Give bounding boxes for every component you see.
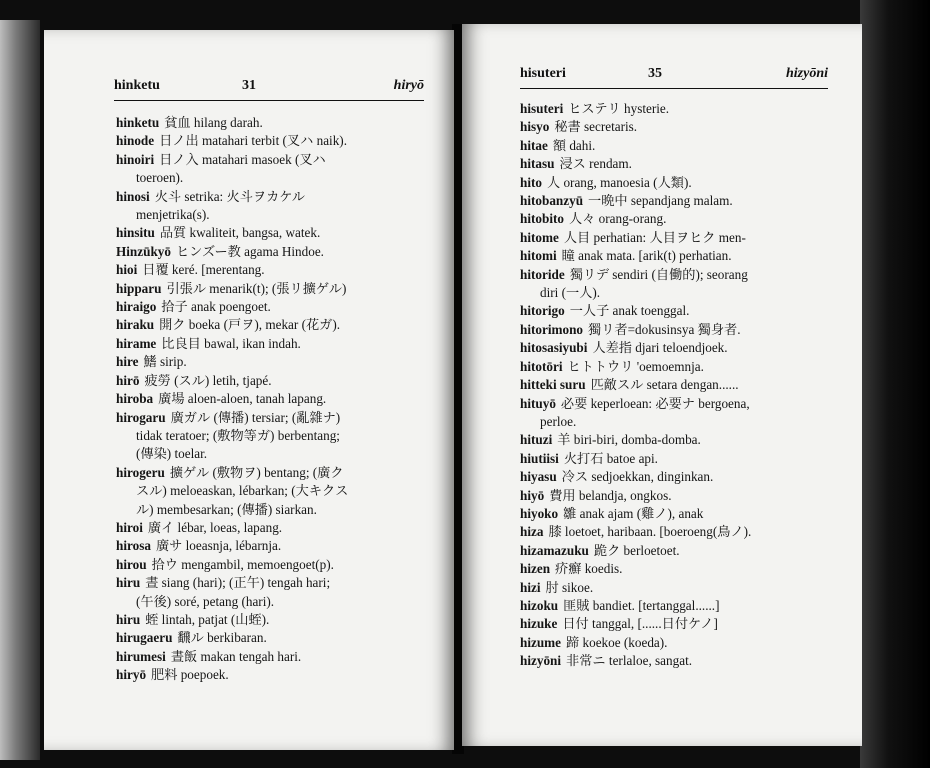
entry-definition: 蛭 lintah, patjat (山蛭). bbox=[145, 611, 270, 627]
dictionary-entry bbox=[116, 648, 348, 666]
entry-headword: hiroi bbox=[116, 519, 143, 535]
entry-definition: 額 dahi. bbox=[552, 137, 596, 153]
entry-definition: 引張ル menarik(t); (張リ擴ゲル) bbox=[166, 280, 347, 296]
entry-continuation: スル) meloeaskan, lébarkan; (大キクス bbox=[136, 483, 349, 499]
dictionary-entry bbox=[520, 302, 751, 320]
entry-headword: hiyoko bbox=[520, 505, 559, 521]
entry-definition: 人々 orang-orang. bbox=[568, 211, 667, 227]
entry-headword: hitosasiyubi bbox=[520, 340, 588, 356]
dictionary-entry bbox=[116, 280, 348, 298]
dictionary-entry bbox=[520, 266, 751, 284]
dictionary-entry bbox=[520, 579, 751, 597]
entry-continuation: perloe. bbox=[540, 413, 577, 429]
entry-headword: Hinzūkyō bbox=[116, 243, 171, 259]
dictionary-entry bbox=[116, 188, 348, 206]
entry-definition: 火斗 setrika: 火斗ヲカケル bbox=[154, 188, 305, 204]
entry-headword: hizume bbox=[520, 634, 562, 650]
dictionary-entry bbox=[520, 118, 751, 136]
dictionary-entry bbox=[520, 155, 751, 173]
entry-definition: 廣場 aloen-aloen, tanah lapang. bbox=[158, 391, 327, 407]
entry-definition: 廣イ lébar, loeas, lapang. bbox=[147, 519, 283, 535]
entry-headword: hizoku bbox=[520, 597, 559, 613]
entry-continuation: toeroen). bbox=[136, 170, 184, 186]
dictionary-entry bbox=[520, 487, 751, 505]
entry-headword: hirō bbox=[116, 372, 140, 388]
entry-definition: 瞳 anak mata. [arik(t) perhatian. bbox=[561, 248, 732, 264]
entry-headword: hisyo bbox=[520, 119, 550, 135]
entry-definition: 擴ゲル (敷物ヲ) bentang; (廣ク bbox=[169, 464, 344, 480]
entry-definition: 拾子 anak poengoet. bbox=[161, 299, 271, 315]
entry-definition: 貧血 hilang darah. bbox=[164, 115, 263, 130]
dictionary-entry bbox=[116, 629, 348, 647]
entry-definition: 膝 loetoet, haribaan. [boeroeng(鳥ノ). bbox=[548, 524, 752, 540]
entry-headword: hizi bbox=[520, 579, 541, 595]
entry-definition: ヒンズー教 agama Hindoe. bbox=[175, 243, 324, 259]
dictionary-entry bbox=[116, 224, 348, 242]
entry-definition: 一人子 anak toenggal. bbox=[569, 303, 690, 319]
book-edge bbox=[0, 20, 40, 760]
entry-headword: hitasu bbox=[520, 156, 555, 172]
dictionary-entry bbox=[520, 358, 751, 376]
entry-definition: 比良目 bawal, ikan indah. bbox=[161, 335, 301, 351]
dictionary-entry bbox=[520, 376, 751, 394]
entry-definition: 廣サ loeasnja, lébarnja. bbox=[155, 538, 282, 554]
entry-headword: hiyasu bbox=[520, 469, 557, 485]
entry-headword: hiraigo bbox=[116, 299, 157, 315]
dictionary-entry bbox=[116, 151, 348, 169]
entry-headword: hirosa bbox=[116, 538, 151, 554]
dictionary-entry bbox=[520, 450, 751, 468]
page-number: 35 bbox=[648, 66, 662, 81]
dictionary-entry bbox=[116, 464, 348, 482]
dictionary-entry bbox=[520, 321, 751, 339]
entry-headword: hioi bbox=[116, 262, 138, 278]
entry-list bbox=[116, 114, 348, 685]
entry-headword: hiryō bbox=[116, 667, 147, 683]
entry-definition: 疲勞 (スル) letih, tjapé. bbox=[144, 372, 272, 388]
entry-headword: hitotōri bbox=[520, 358, 563, 374]
dictionary-entry bbox=[520, 339, 751, 357]
entry-definition: 火打石 batoe api. bbox=[563, 450, 658, 466]
entry-headword: hinketu bbox=[116, 115, 160, 130]
dictionary-entry bbox=[116, 519, 348, 537]
dictionary-entry bbox=[116, 409, 348, 427]
entry-definition: 獨リデ sendiri (自働的); seorang bbox=[569, 266, 748, 282]
entry-headword: hirogaru bbox=[116, 409, 166, 425]
entry-definition: 開ク boeka (戸ヲ), mekar (花ガ). bbox=[159, 317, 341, 333]
entry-definition: 獨リ者=dokusinsya 獨身者. bbox=[588, 321, 741, 337]
dictionary-entry bbox=[116, 316, 348, 334]
right-page bbox=[462, 24, 862, 746]
entry-headword: hizyōni bbox=[520, 653, 562, 669]
entry-continuation: ル) membesarkan; (傳播) siarkan. bbox=[136, 501, 317, 517]
dictionary-entry bbox=[116, 335, 348, 353]
dictionary-entry bbox=[520, 523, 751, 541]
header-left-word: hinketu bbox=[114, 78, 160, 93]
entry-headword: hirogeru bbox=[116, 464, 165, 480]
entry-headword: hitome bbox=[520, 229, 559, 245]
entry-definition: 晝 siang (hari); (正午) tengah hari; bbox=[145, 575, 331, 591]
entry-definition: 匹敵スル setara dengan...... bbox=[590, 377, 739, 393]
dictionary-entry bbox=[520, 615, 751, 633]
entry-headword: hiza bbox=[520, 524, 544, 540]
entry-headword: hitae bbox=[520, 137, 548, 153]
left-page bbox=[44, 30, 454, 750]
header-rule bbox=[520, 88, 828, 89]
entry-headword: hiutiisi bbox=[520, 450, 559, 466]
entry-headword: hituyō bbox=[520, 395, 556, 411]
dictionary-entry bbox=[116, 556, 348, 574]
entry-definition: 秘書 secretaris. bbox=[554, 119, 638, 135]
entry-headword: hito bbox=[520, 174, 542, 190]
entry-definition: 肥料 poepoek. bbox=[151, 667, 229, 683]
entry-definition: 必要 keperloean: 必要ナ bergoena, bbox=[560, 395, 750, 411]
entry-headword: hitomi bbox=[520, 248, 557, 264]
entry-definition: 鰭 sirip. bbox=[143, 354, 187, 370]
entry-headword: hitorigo bbox=[520, 303, 565, 319]
dictionary-entry bbox=[116, 243, 348, 261]
entry-list bbox=[520, 100, 751, 671]
entry-definition: 晝飯 makan tengah hari. bbox=[170, 648, 302, 664]
dictionary-entry bbox=[520, 247, 751, 265]
entry-headword: hiroba bbox=[116, 391, 154, 407]
entry-definition: 人目 perhatian: 人目ヲヒク men- bbox=[563, 229, 746, 245]
entry-definition: 跪ク berloetoet. bbox=[593, 542, 680, 558]
dictionary-entry bbox=[116, 298, 348, 316]
entry-continuation: menjetrika(s). bbox=[136, 207, 210, 223]
dictionary-entry bbox=[116, 611, 348, 629]
dictionary-entry bbox=[520, 634, 751, 652]
dictionary-entry bbox=[520, 137, 751, 155]
entry-definition: 飜ル berkibaran. bbox=[177, 630, 267, 646]
dictionary-entry bbox=[520, 542, 751, 560]
entry-definition: ヒトトウリ 'oemoemnja. bbox=[567, 358, 704, 374]
dictionary-entry bbox=[116, 390, 348, 408]
entry-definition: 蹄 koekoe (koeda). bbox=[566, 634, 668, 650]
dictionary-entry bbox=[520, 174, 751, 192]
dictionary-entry bbox=[520, 560, 751, 578]
entry-continuation: (傳染) toelar. bbox=[136, 446, 208, 462]
header-left-word: hisuteri bbox=[520, 66, 566, 81]
entry-definition: 冷ス sedjoekkan, dinginkan. bbox=[561, 469, 714, 485]
entry-headword: hinoiri bbox=[116, 151, 155, 167]
entry-headword: hirugaeru bbox=[116, 630, 173, 646]
entry-headword: hirumesi bbox=[116, 648, 166, 664]
entry-continuation: (午後) soré, petang (hari). bbox=[136, 593, 275, 609]
dictionary-entry bbox=[520, 597, 751, 615]
entry-definition: 匪賊 bandiet. [tertanggal......] bbox=[563, 597, 720, 613]
entry-definition: 一晩中 sepandjang malam. bbox=[588, 193, 733, 209]
entry-definition: 雛 anak ajam (雞ノ), anak bbox=[563, 505, 704, 521]
entry-headword: hirame bbox=[116, 335, 157, 351]
entry-headword: hitobito bbox=[520, 211, 564, 227]
entry-headword: hiru bbox=[116, 575, 141, 591]
entry-definition: ヒステリ hysterie. bbox=[568, 101, 670, 116]
entry-definition: 費用 belandja, ongkos. bbox=[549, 487, 672, 503]
entry-headword: hirou bbox=[116, 556, 147, 572]
entry-definition: 人 orang, manoesia (人類). bbox=[546, 174, 692, 190]
dictionary-entry bbox=[520, 468, 751, 486]
entry-definition: 日ノ入 matahari masoek (叉ハ bbox=[159, 151, 326, 167]
entry-headword: hiru bbox=[116, 611, 141, 627]
dictionary-entry bbox=[520, 652, 751, 670]
header-rule bbox=[114, 100, 424, 101]
dictionary-entry bbox=[116, 666, 348, 684]
dictionary-entry bbox=[116, 132, 348, 150]
dictionary-entry bbox=[520, 505, 751, 523]
entry-definition: 日付 tanggal, [......日付ケノ] bbox=[562, 616, 718, 632]
scan-shadow bbox=[860, 0, 930, 768]
entry-definition: 肘 sikoe. bbox=[545, 579, 594, 595]
dictionary-entry bbox=[116, 537, 348, 555]
entry-headword: hiyō bbox=[520, 487, 545, 503]
entry-headword: hinode bbox=[116, 133, 155, 149]
entry-headword: hitorimono bbox=[520, 321, 584, 337]
entry-continuation: diri (一人). bbox=[540, 285, 601, 301]
entry-headword: hipparu bbox=[116, 280, 162, 296]
entry-headword: hitobanzyū bbox=[520, 193, 584, 209]
dictionary-entry bbox=[520, 395, 751, 413]
entry-headword: hizuke bbox=[520, 616, 558, 632]
left-page-header bbox=[114, 78, 424, 104]
header-right-word: hizyōni bbox=[785, 66, 828, 81]
header-right-word: hiryō bbox=[393, 78, 424, 93]
entry-definition: 日覆 keré. [merentang. bbox=[142, 262, 265, 278]
dictionary-entry bbox=[520, 192, 751, 210]
entry-headword: hitoride bbox=[520, 266, 565, 282]
dictionary-entry bbox=[116, 372, 348, 390]
dictionary-entry bbox=[520, 229, 751, 247]
entry-definition: 羊 biri-biri, domba-domba. bbox=[557, 432, 701, 448]
dictionary-entry bbox=[116, 574, 348, 592]
entry-definition: 疥癬 koedis. bbox=[555, 561, 623, 577]
entry-headword: hinosi bbox=[116, 188, 150, 204]
dictionary-entry bbox=[520, 100, 751, 118]
entry-headword: hire bbox=[116, 354, 139, 370]
entry-headword: hisuteri bbox=[520, 101, 564, 116]
entry-headword: hizamazuku bbox=[520, 542, 589, 558]
entry-headword: hizen bbox=[520, 561, 551, 577]
page-number: 31 bbox=[242, 78, 256, 93]
entry-continuation: tidak teratoer; (敷物等ガ) berbentang; bbox=[136, 427, 340, 443]
entry-definition: 拾ウ mengambil, memoengoet(p). bbox=[151, 556, 334, 572]
dictionary-entry bbox=[520, 210, 751, 228]
entry-headword: hiraku bbox=[116, 317, 155, 333]
entry-definition: 非常ニ terlaloe, sangat. bbox=[566, 653, 693, 669]
entry-headword: hinsitu bbox=[116, 225, 155, 241]
entry-headword: hituzi bbox=[520, 432, 553, 448]
dictionary-entry bbox=[116, 261, 348, 279]
right-page-header bbox=[520, 66, 828, 92]
entry-definition: 人差指 djari teloendjoek. bbox=[592, 340, 728, 356]
dictionary-entry bbox=[116, 114, 348, 132]
entry-definition: 廣ガル (傳播) tersiar; (亂雜ナ) bbox=[170, 409, 341, 425]
entry-definition: 品質 kwaliteit, bangsa, watek. bbox=[159, 225, 321, 241]
entry-definition: 日ノ出 matahari terbit (叉ハ naik). bbox=[159, 133, 347, 149]
dictionary-entry bbox=[520, 431, 751, 449]
dictionary-entry bbox=[116, 353, 348, 371]
entry-definition: 浸ス rendam. bbox=[559, 156, 632, 172]
entry-headword: hitteki suru bbox=[520, 377, 586, 393]
